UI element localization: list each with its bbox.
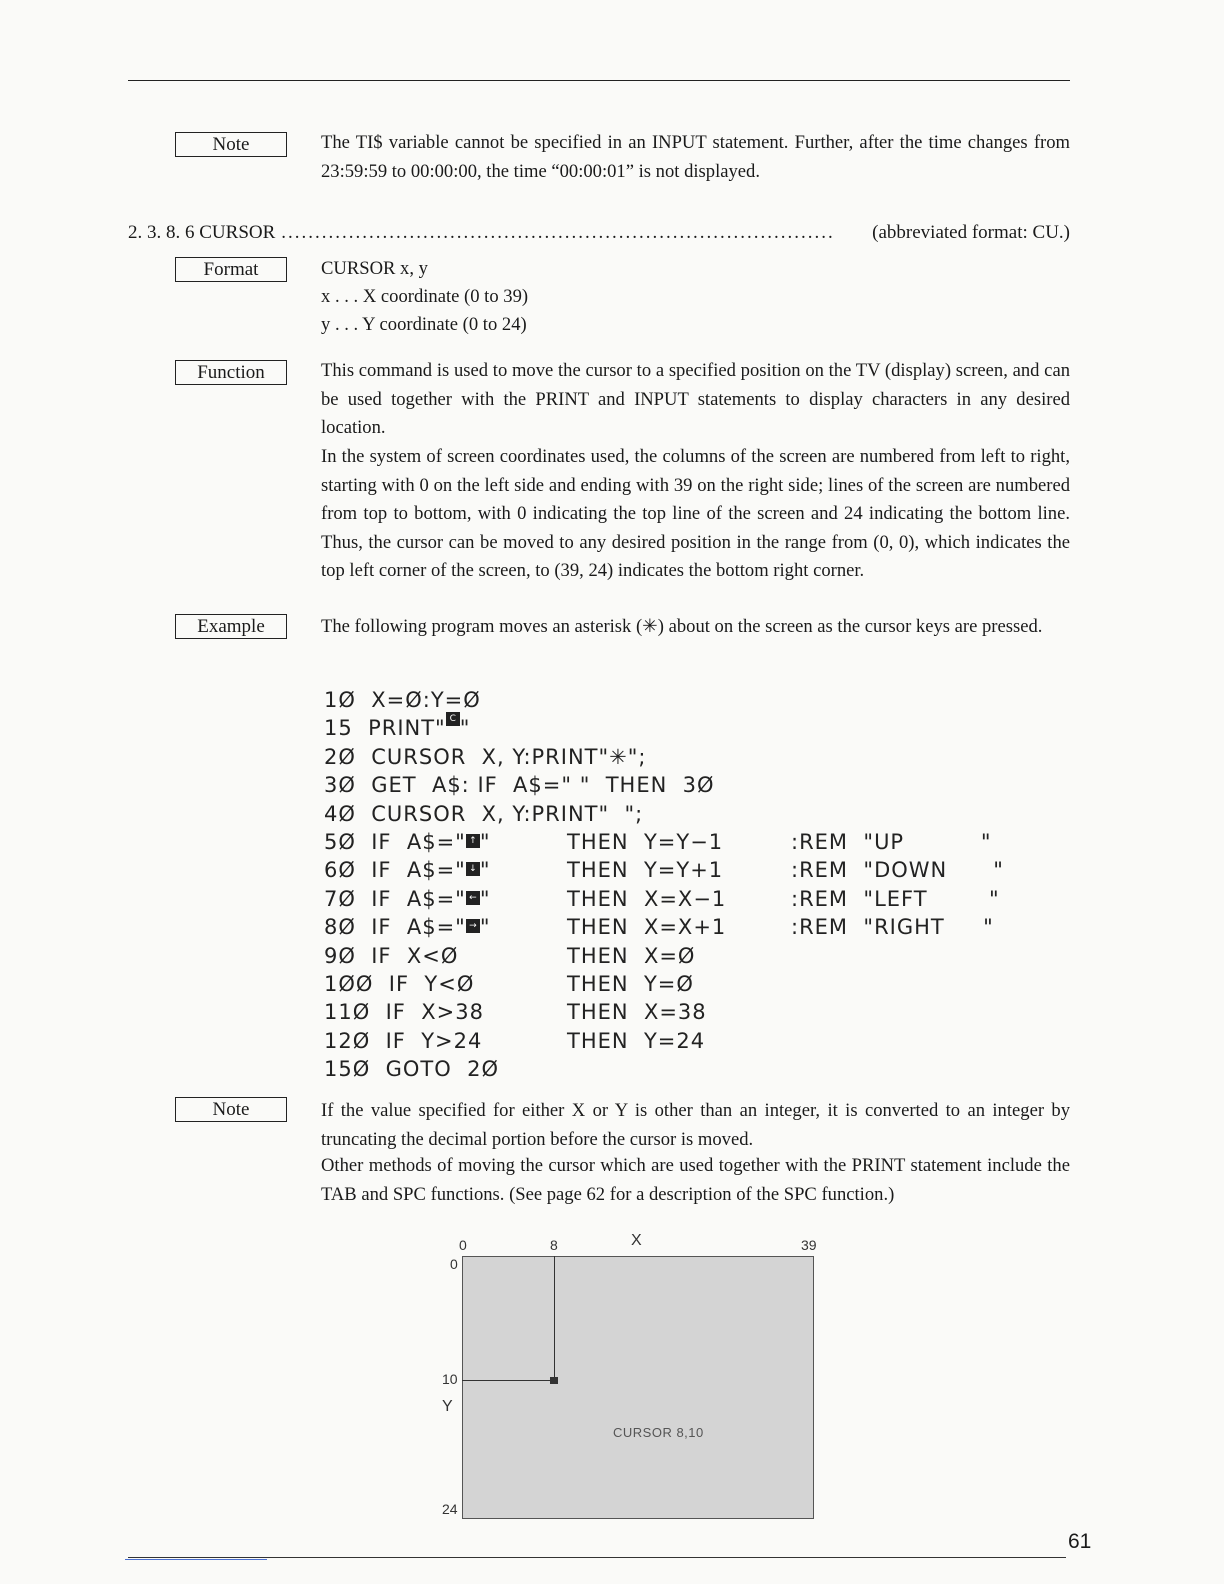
format-block — [321, 255, 528, 339]
note-text: The TI$ variable cannot be specified in an INPUT statement. Further, after the time changes from 23:59:59 to 00:00:00, the time “00:00:01” is not displayed. — [321, 132, 1070, 182]
code-line: 1Ø X=Ø:Y=Ø — [324, 688, 481, 712]
example-text: The following program moves an asterisk (✳) about on the screen as the cursor keys are pressed. — [321, 616, 1043, 637]
code-line: 3Ø GET A$: IF A$=" " THEN 3Ø — [324, 773, 715, 798]
code-line: 6Ø IF A$=" ↓ " THEN Y=Y+1 :REM "DOWN " — [324, 858, 1004, 883]
format-label: Format — [175, 257, 287, 282]
note2-para-1: If the value specified for either X or Y is other than an integer, it is converted to an integer by truncating the decimal portion before the cursor is moved. — [321, 1100, 1070, 1150]
section-abbrev: (abbreviated format: CU.) — [872, 222, 1070, 243]
function-para-2: In the system of screen coordinates used, the columns of the screen are numbered from left to right, starting with 0 on the left side and ending with 39 on the right side; lines of the screen are numbered from top to bottom, with 0 indicating the top line of the screen and 24 indicating the bottom line. Thus, the cursor can be moved to any desired position in the range from (0, 0), which indicates the top left corner of the screen, to (39, 24) indicates the bottom right corner. — [321, 446, 1070, 582]
cursor-down-key-icon: ↓ — [466, 862, 480, 876]
code-line: 4Ø CURSOR X, Y:PRINT" "; — [324, 801, 644, 826]
note-label: Note — [175, 132, 287, 157]
tv-screen — [462, 1256, 814, 1519]
program-listing — [324, 686, 1004, 1083]
format-y-desc: y . . . Y coordinate (0 to 24) — [321, 314, 527, 335]
code-line: 7Ø IF A$=" ← " THEN X=X−1 :REM "LEFT " — [324, 886, 1000, 911]
cursor-up-key-icon: ↑ — [466, 834, 480, 848]
y-tick-10: 10 — [442, 1371, 458, 1387]
format-x-desc: x . . . X coordinate (0 to 39) — [321, 286, 529, 307]
cursor-position-label: CURSOR 8,10 — [613, 1425, 704, 1440]
code-line: 2Ø CURSOR X, Y:PRINT"✳"; — [324, 744, 647, 769]
code-line: 15 PRINT" C " — [324, 714, 471, 741]
bottom-rule — [128, 1557, 1066, 1558]
cursor-right-key-icon: → — [466, 919, 480, 933]
row-guide-line — [462, 1380, 554, 1381]
code-line: 5Ø IF A$=" ↑ " THEN Y=Y−1 :REM "UP " — [324, 829, 992, 854]
screen-coordinate-diagram — [438, 1232, 828, 1521]
format-syntax: CURSOR x, y — [321, 258, 428, 279]
footer-link-line — [125, 1559, 267, 1560]
cursor-block-icon — [550, 1377, 558, 1384]
example-label: Example — [175, 614, 287, 639]
code-line: 11Ø IF X>38 THEN X=38 — [324, 1000, 707, 1025]
top-rule — [128, 80, 1070, 81]
function-label: Function — [175, 360, 287, 385]
note2-para-2: Other methods of moving the cursor which are used together with the PRINT statement include the TAB and SPC functions. (See page 62 for a description of the SPC function.) — [321, 1155, 1070, 1205]
x-axis-label: X — [631, 1232, 642, 1249]
function-para-1: This command is used to move the cursor to a specified position on the TV (display) screen, and can be used together with the PRINT and INPUT statements to display characters in any desired location. — [321, 360, 1070, 439]
y-axis-label: Y — [442, 1398, 453, 1415]
code-line: 8Ø IF A$=" → " THEN X=X+1 :REM "RIGHT " — [324, 915, 994, 940]
clr-key-icon: C — [446, 712, 460, 726]
y-tick-24: 24 — [442, 1501, 458, 1517]
column-guide-line — [554, 1256, 555, 1380]
code-line: 1ØØ IF Y<Ø THEN Y=Ø — [324, 971, 694, 996]
x-tick-0: 0 — [459, 1237, 467, 1253]
x-tick-8: 8 — [550, 1237, 558, 1253]
section-heading — [128, 222, 1070, 244]
code-line: 12Ø IF Y>24 THEN Y=24 — [324, 1028, 706, 1053]
code-line: 15Ø GOTO 2Ø — [324, 1057, 500, 1082]
page-number: 61 — [1068, 1530, 1092, 1553]
cursor-left-key-icon: ← — [466, 891, 480, 905]
x-tick-39: 39 — [801, 1237, 817, 1253]
y-tick-0: 0 — [450, 1256, 458, 1272]
code-line: 9Ø IF X<Ø THEN X=Ø — [324, 943, 696, 968]
leader-dots: .................................................................................. — [281, 222, 835, 243]
section-title: 2. 3. 8. 6 CURSOR — [128, 222, 276, 243]
note-label-2: Note — [175, 1097, 287, 1122]
